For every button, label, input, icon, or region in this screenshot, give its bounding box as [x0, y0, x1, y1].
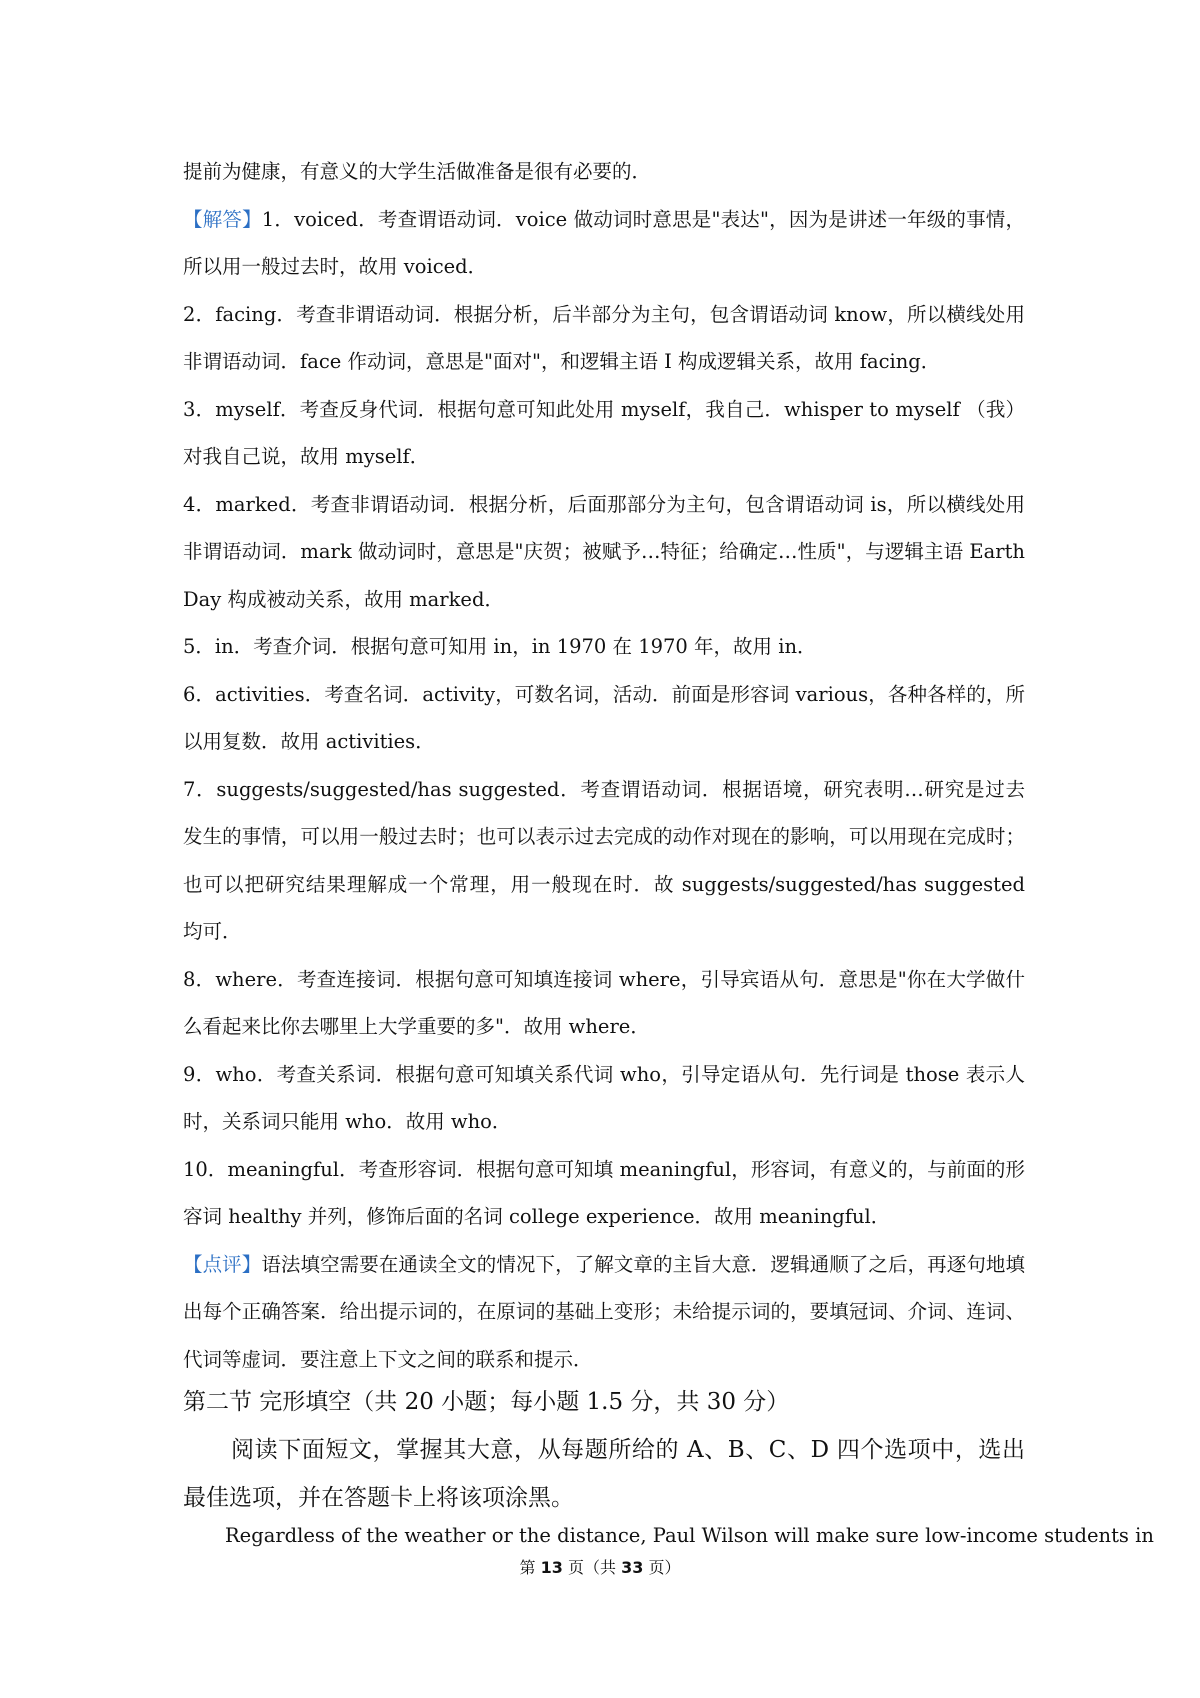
comment-paragraph: [183, 1241, 1025, 1384]
section-instructions: 阅读下面短文，掌握其大意，从每题所给的 A、B、C、D 四个选项中，选出最佳选项，并在答题卡上将该项涂黑。: [183, 1437, 1025, 1511]
answer-paragraph-2: 2．facing．考查非谓语动词．根据分析，后半部分为主句，包含谓语动词 know，所以横线处用非谓语动词．face 作动词，意思是"面对"，和逻辑主语 I 构成逻辑关系，故用 facing．: [183, 302, 1025, 373]
answer-paragraph-6: 6．activities．考查名词．activity，可数名词，活动．前面是形容词 various，各种各样的，所以用复数．故用 activities．: [183, 682, 1025, 753]
footer-prefix: 第: [519, 1558, 536, 1577]
answer-paragraph-3: 3．myself．考查反身代词．根据句意可知此处用 myself，我自己．whisper to myself （我）对我自己说，故用 myself．: [183, 397, 1025, 468]
cloze-section: [183, 1378, 1025, 1522]
answer-paragraph-1: [183, 196, 1025, 291]
answer-paragraph-9: 9．who．考查关系词．根据句意可知填关系代词 who，引导定语从句．先行词是 those 表示人时，关系词只能用 who．故用 who．: [183, 1062, 1025, 1133]
page-footer: [0, 1556, 1200, 1580]
footer-suffix: 页）: [648, 1558, 681, 1577]
section-heading: 第二节 完形填空（共 20 小题；每小题 1.5 分，共 30 分）: [183, 1389, 790, 1415]
answer-paragraph-8: 8．where．考查连接词．根据句意可知填连接词 where，引导宾语从句．意思是"你在大学做什么看起来比你去哪里上大学重要的多"．故用 where．: [183, 967, 1025, 1038]
passage-first-line: Regardless of the weather or the distance, Paul Wilson will make sure low-income students in: [225, 1524, 1154, 1547]
answer-paragraph-10: 10．meaningful．考查形容词．根据句意可知填 meaningful，形容词，有意义的，与前面的形容词 healthy 并列，修饰后面的名词 college experience．故用 meaningful．: [183, 1157, 1025, 1228]
footer-middle: 页（共: [567, 1558, 616, 1577]
answer-paragraph-5: 5．in．考查介词．根据句意可知用 in，in 1970 在 1970 年，故用 in．: [183, 635, 817, 658]
answer-paragraph-7: 7．suggests/suggested/has suggested．考查谓语动词．根据语境，研究表明…研究是过去发生的事情，可以用一般过去时；也可以表示过去完成的动作对现在的影响，可以用现在完成时；也可以把研究结果理解成一个常理，用一般现在时．故 suggests/suggested/has suggested 均可．: [183, 777, 1025, 943]
intro-paragraph: 提前为健康，有意义的大学生活做准备是很有必要的．: [183, 160, 652, 183]
answer-tag: 【解答】: [183, 207, 262, 231]
answer-paragraph-4: 4．marked．考查非谓语动词．根据分析，后面那部分为主句，包含谓语动词 is，所以横线处用非谓语动词．mark 做动词时，意思是"庆贺；被赋予…特征；给确定…性质"，与逻辑主语 Earth Day 构成被动关系，故用 marked．: [183, 492, 1025, 611]
footer-total-pages: 33: [621, 1558, 644, 1577]
answer-explanation: [183, 148, 1025, 1383]
answer-1-text: 1．voiced．考查谓语动词．voice 做动词时意思是"表达"，因为是讲述一年级的事情，所以用一般过去时，故用 voiced．: [183, 207, 1025, 278]
footer-page-number: 13: [540, 1558, 563, 1577]
comment-text: 语法填空需要在通读全文的情况下，了解文章的主旨大意．逻辑通顺了之后，再逐句地填出每个正确答案．给出提示词的，在原词的基础上变形；未给提示词的，要填冠词、介词、连词、代词等虚词．要注意上下文之间的联系和提示．: [183, 1252, 1025, 1371]
comment-tag: 【点评】: [183, 1252, 262, 1276]
